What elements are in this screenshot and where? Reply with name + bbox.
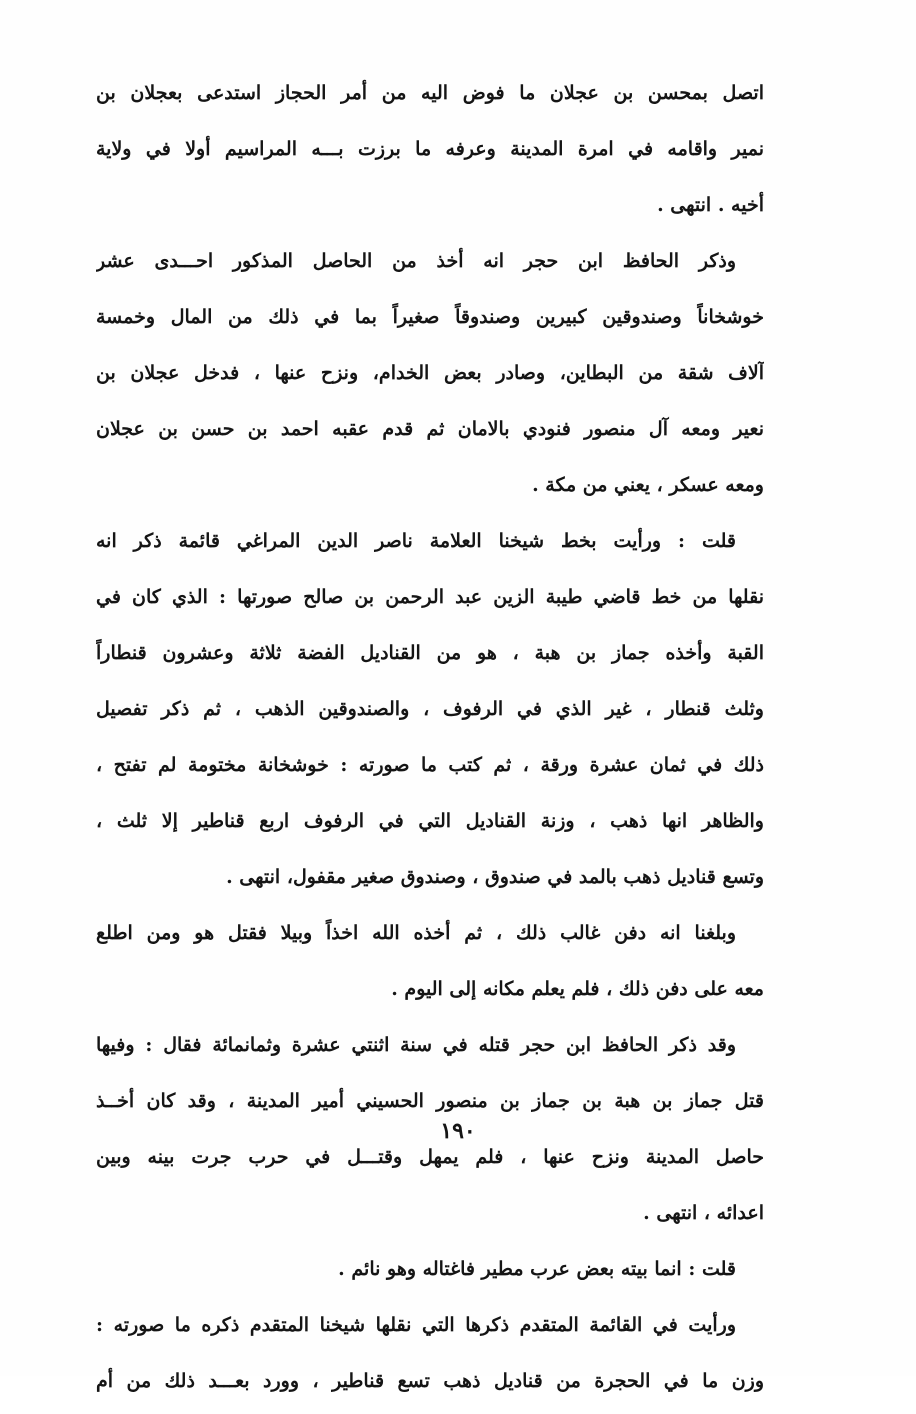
text-line: حاصل المدينة ونزح عنها ، فلم يمهل وقتـــل في حرب جرت بينه وبين (96, 1146, 764, 1168)
text-line: وقد ذكر الحافظ ابن حجر قتله في سنة اثنتي عشرة وثمانمائة فقال : وفيها (96, 1034, 736, 1056)
text-line: خوشخاناً وصندوقين كبيرين وصندوقاً صغيراً بما في ذلك من المال وخمسة (96, 306, 764, 328)
text-line: آلاف شقة من البطاين، وصادر بعض الخدام، ونزح عنها ، فدخل عجلان بن (96, 362, 764, 384)
page-number: ١٩٠ (440, 1118, 476, 1144)
text-line: والظاهر انها ذهب ، وزنة القناديل التي في الرفوف اربع قناطير إلا ثلث ، (96, 810, 764, 832)
text-line: ورأيت في القائمة المتقدم ذكرها التي نقلها شيخنا المتقدم ذكره ما صورته : (96, 1314, 736, 1336)
body-text (96, 70, 764, 1414)
text-line: وزن ما في الحجرة من قناديل ذهب تسع قناطير ، وورد بعـــد ذلك من أم (96, 1370, 764, 1392)
text-line: وبلغنا انه دفن غالب ذلك ، ثم أخذه الله اخذاً وبيلا فقتل هو ومن اطلع (96, 922, 736, 944)
text-line: وذكر الحافظ ابن حجر انه أخذ من الحاصل المذكور احـــدى عشر (96, 250, 736, 272)
text-line: نقلها من خط قاضي طيبة الزين عبد الرحمن بن صالح صورتها : الذي كان في (96, 586, 764, 608)
text-line: وتسع قناديل ذهب بالمد في صندوق ، وصندوق صغير مقفول، انتهى . (226, 866, 764, 888)
text-line: قلت : انما بيته بعض عرب مطير فاغتاله وهو نائم . (338, 1258, 736, 1280)
text-line: نعير ومعه آل منصور فنودي بالامان ثم قدم عقبه احمد بن حسن بن عجلان (96, 418, 764, 440)
text-line: معه على دفن ذلك ، فلم يعلم مكانه إلى اليوم . (391, 978, 764, 1000)
text-line: ذلك في ثمان عشرة ورقة ، ثم كتب ما صورته : خوشخانة مختومة لم تفتح ، (96, 754, 764, 776)
text-line: اعدائه ، انتهى . (643, 1202, 764, 1224)
text-line: أخيه . انتهى . (657, 194, 764, 216)
text-line: قتل جماز بن هبة بن جماز بن منصور الحسيني أمير المدينة ، وقد كان أخــذ (96, 1090, 764, 1112)
text-line: قلت : ورأيت بخط شيخنا العلامة ناصر الدين المراغي قائمة ذكر انه (96, 530, 736, 552)
text-line: ومعه عسكر ، يعني من مكة . (532, 474, 764, 496)
text-line: اتصل بمحسن بن عجلان ما فوض اليه من أمر الحجاز استدعى بعجلان بن (96, 82, 764, 104)
text-line: نمير واقامه في امرة المدينة وعرفه ما برزت بـــه المراسيم أولا في ولاية (96, 138, 764, 160)
text-line: وثلث قنطار ، غير الذي في الرفوف ، والصندوقين الذهب ، ثم ذكر تفصيل (96, 698, 764, 720)
text-line: القبة وأخذه جماز بن هبة ، هو من القناديل الفضة ثلاثة وعشرون قنطاراً (96, 642, 764, 664)
